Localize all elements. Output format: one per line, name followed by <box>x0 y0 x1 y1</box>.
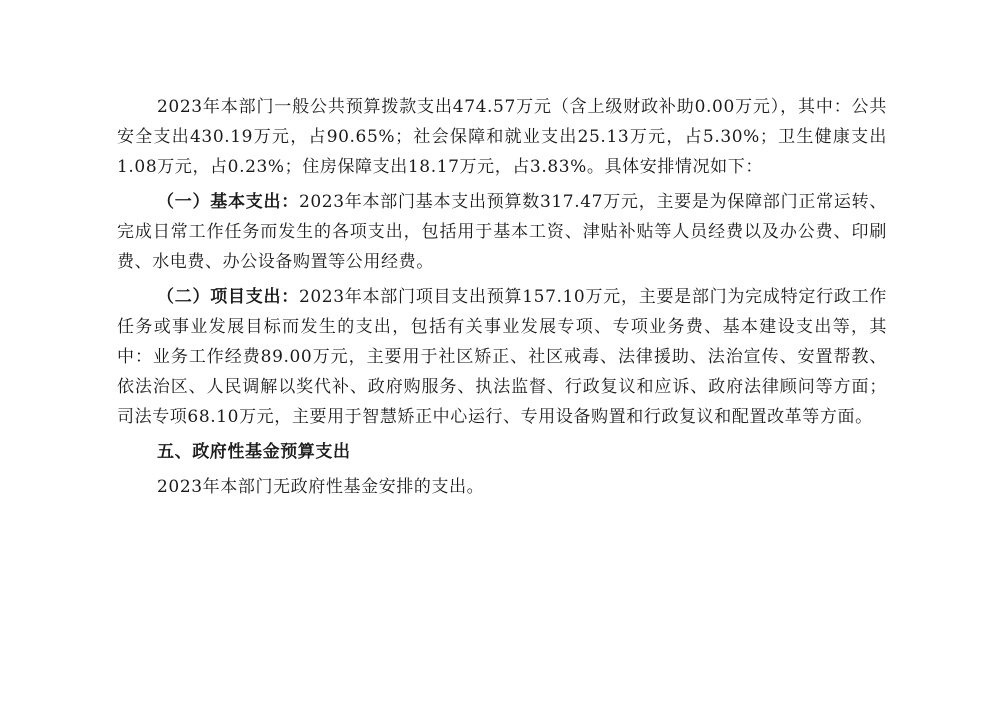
project-expenditure-lead: （二）项目支出： <box>157 287 299 307</box>
section-five-heading: 五、政府性基金预算支出 <box>157 442 351 462</box>
basic-expenditure-paragraph <box>117 187 887 277</box>
intro-paragraph: 2023年本部门一般公共预算拨款支出474.57万元（含上级财政补助0.00万元），其中：公共安全支出430.19万元，占90.65%；社会保障和就业支出25.13万元，占5.30%；卫生健康支出1.08万元，占0.23%；住房保障支出18.17万元，占3.83%。具体安排情况如下： <box>117 97 887 177</box>
basic-expenditure-lead: （一）基本支出： <box>157 192 299 212</box>
section-five-paragraph: 2023年本部门无政府性基金安排的支出。 <box>157 477 485 497</box>
project-expenditure-paragraph <box>117 282 887 432</box>
project-expenditure-text: 2023年本部门项目支出预算157.10万元，主要是部门为完成特定行政工作任务或事业发展目标而发生的支出，包括有关事业发展专项、专项业务费、基本建设支出等，其中：业务工作经费89.00万元，主要用于社区矫正、社区戒毒、法律援助、法治宣传、安置帮教、依法治区、人民调解以奖代补、政府购服务、执法监督、行政复议和应诉、政府法律顾问等方面；司法专项68.10万元，主要用于智慧矫正中心运行、专用设备购置和行政复议和配置改革等方面。 <box>117 287 887 427</box>
basic-expenditure-text: 2023年本部门基本支出预算数317.47万元，主要是为保障部门正常运转、完成日常工作任务而发生的各项支出，包括用于基本工资、津贴补贴等人员经费以及办公费、印刷费、水电费、办公设备购置等公用经费。 <box>117 192 887 272</box>
document-body <box>117 92 887 502</box>
